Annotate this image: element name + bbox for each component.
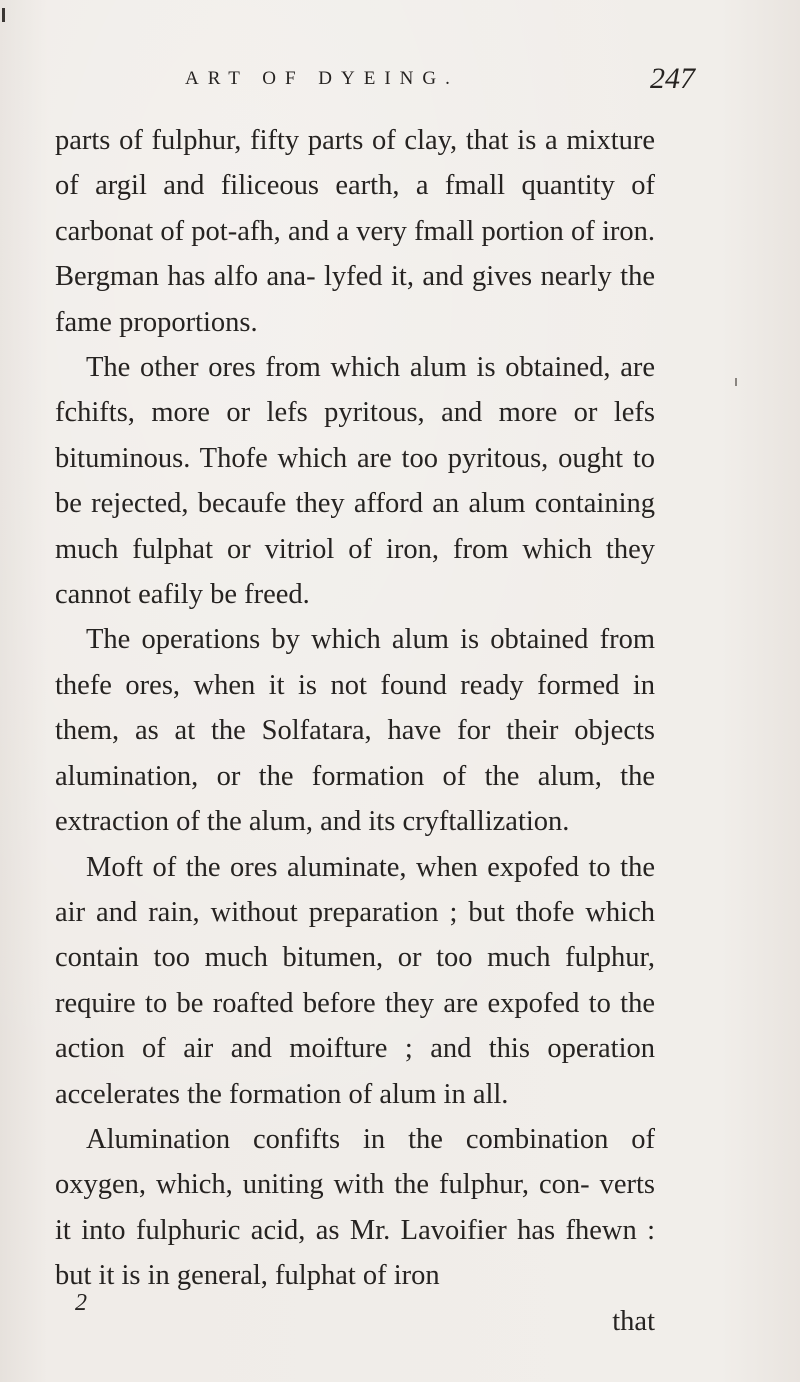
paragraph-3: The operations by which alum is obtained from thefe ores, when it is not found ready formed in them, as at the Solfatara, have for their objects alumination, or the formation of the alum, the extraction of the alum, and its cryftallization. xyxy=(55,624,655,838)
page-edge-mark xyxy=(2,8,5,22)
paragraph-4: Moft of the ores aluminate, when expofed to the air and rain, without preparation ; but thofe which contain too much bitumen, or too much fulphur, require to be roafted before they are expofed to the action of air and moifture ; and this operation accelerates the formation of alum in all. xyxy=(55,851,655,1110)
page-speck xyxy=(735,378,737,386)
paragraph-2: The other ores from which alum is obtained, are fchifts, more or lefs pyritous, and more or lefs bituminous. Thofe which are too pyritous, ought to be rejected, becaufe they afford an alum containing much fulphat or vitriol of iron, from which they cannot eafily be freed. xyxy=(55,352,655,611)
catchword: that xyxy=(612,1305,655,1337)
body-text xyxy=(55,118,655,1344)
paragraph-5: Alumination confifts in the combination of oxygen, which, uniting with the fulphur, con- verts it into fulphuric acid, as Mr. Lavoifier has fhewn : but it is in general, fulphat of iron xyxy=(55,1123,655,1292)
page-number: 247 xyxy=(650,62,695,95)
running-head: ART OF DYEING. xyxy=(185,68,459,89)
page-header xyxy=(185,62,695,102)
paragraph-1: parts of fulphur, fifty parts of clay, that is a mixture of argil and filiceous earth, a fmall quantity of carbonat of pot-afh, and a very fmall portion of iron. Bergman has alfo ana- lyfed it, and gives nearly the fame proportions. xyxy=(55,125,655,338)
signature-mark: 2 xyxy=(75,1290,87,1316)
